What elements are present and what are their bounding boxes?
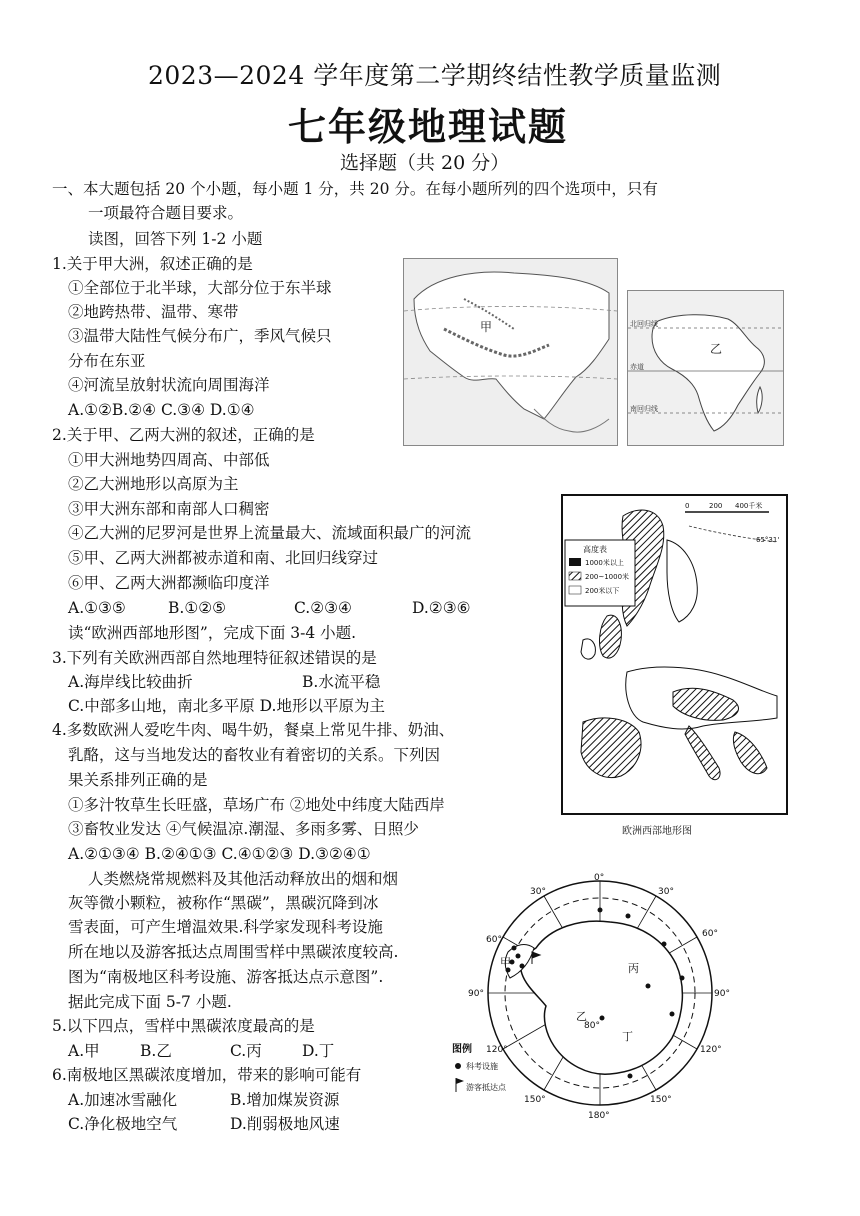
q1-statement-3: ③温带大陆性气候分布广，季风气候只	[68, 327, 332, 345]
italian-peninsula	[685, 726, 720, 780]
ireland-outline	[581, 639, 595, 659]
point-yi: 乙	[576, 1010, 587, 1023]
q4-options: A.②①③④ B.②④①③ C.④①②③ D.③②④①	[68, 845, 371, 863]
lon-150-left: 150°	[524, 1095, 546, 1105]
q6-option-c: C.净化极地空气	[68, 1115, 178, 1133]
q2-statement-3: ③甲大洲东部和南部人口稠密	[68, 500, 270, 518]
q5-stem: 5.以下四点，雪样中黑碳浓度最高的是	[52, 1017, 315, 1035]
q4-statements-1: ①多汁牧草生长旺盛，草场广布 ②地处中纬度大陆西岸	[68, 796, 445, 814]
q1-statement-4: ④河流呈放射状流向周围海洋	[68, 376, 270, 394]
africa-equator-label: 赤道	[630, 363, 644, 371]
antarctic-map	[450, 868, 750, 1123]
legend-swatch-high	[569, 558, 581, 566]
legend-station-label: 科考设施	[466, 1062, 498, 1071]
europe-legend	[565, 540, 635, 606]
finland-lowland	[667, 540, 697, 622]
legend-swatch-mid	[569, 572, 581, 580]
lat-80: 80°	[584, 1021, 600, 1031]
lon-60-left: 60°	[486, 935, 502, 945]
q2-statement-6: ⑥甲、乙两大洲都濒临印度洋	[68, 574, 270, 592]
q2-statement-4: ④乙大洲的尼罗河是世界上流量最大、流域面积最广的河流	[68, 524, 472, 542]
africa-tropic-south-label: 南回归线	[630, 405, 658, 413]
station-marker	[670, 1012, 675, 1017]
antarctic-intro-1: 人类燃烧常规燃料及其他活动释放出的烟和烟	[88, 870, 399, 888]
lon-90-right: 90°	[714, 989, 730, 999]
antarctica-outline	[521, 921, 682, 1074]
q5-option-b: B.乙	[140, 1042, 172, 1060]
lon-0: 0°	[594, 873, 605, 883]
q2-statement-2: ②乙大洲地形以高原为主	[68, 475, 239, 493]
antarctic-map-drawing	[450, 868, 750, 1123]
section-heading: 选择题（共 20 分）	[340, 152, 510, 174]
lon-60-right: 60°	[702, 929, 718, 939]
legend-title: 图例	[452, 1044, 472, 1055]
europe-terrain-map	[561, 494, 788, 815]
q1-statement-2: ②地跨热带、温带、寒带	[68, 303, 239, 321]
point-bing: 丙	[628, 962, 639, 975]
asia-map-drawing	[404, 259, 617, 445]
q2-option-c: C.②③④	[294, 599, 352, 617]
asia-map	[403, 258, 618, 446]
point-jia: 甲	[500, 956, 511, 969]
legend-tourist-flag	[456, 1078, 464, 1084]
q6-option-b: B.增加煤炭资源	[230, 1091, 340, 1109]
africa-map	[627, 290, 784, 446]
q2-option-a: A.①③⑤	[68, 599, 126, 617]
europe-map-caption: 欧洲西部地形图	[622, 826, 692, 837]
lon-30-right: 30°	[658, 887, 674, 897]
asia-label: 甲	[480, 320, 493, 334]
station-marker	[646, 984, 651, 989]
q3-option-a: A.海岸线比较曲折	[68, 673, 193, 691]
q6-option-a: A.加速冰雪融化	[68, 1091, 178, 1109]
legend-tourist-label: 游客抵达点	[466, 1083, 506, 1092]
q4-stem-3: 果关系排列正确的是	[68, 771, 208, 789]
lon-90-left: 90°	[468, 989, 484, 999]
station-marker	[516, 954, 521, 959]
legend-title: 高度表	[583, 545, 607, 554]
q5-option-d: D.丁	[302, 1042, 335, 1060]
station-marker	[600, 1016, 605, 1021]
station-marker	[662, 942, 667, 947]
q1-statement-3-cont: 分布在东亚	[68, 352, 146, 370]
q6-stem: 6.南极地区黑碳浓度增加，带来的影响可能有	[52, 1066, 362, 1084]
africa-label: 乙	[710, 342, 723, 356]
lon-30-left: 30°	[530, 887, 546, 897]
station-marker	[512, 946, 517, 951]
scale-400: 400千米	[735, 502, 763, 510]
antarctic-intro-3: 雪表面，可产生增温效果.科学家发现科考设施	[68, 918, 383, 936]
british-isles	[600, 615, 622, 658]
station-marker	[626, 914, 631, 919]
legend-mid-label: 200~1000米	[585, 573, 630, 581]
exam-header-line: 2023—2024 学年度第二学期终结性教学质量监测	[148, 61, 722, 90]
q1-options: A.①②B.②④ C.③④ D.①④	[68, 401, 255, 419]
q2-option-d: D.②③⑥	[412, 599, 471, 617]
q3-stem: 3.下列有关欧洲西部自然地理特征叙述错误的是	[52, 649, 377, 667]
q2-statement-5: ⑤甲、乙两大洲都被赤道和南、北回归线穿过	[68, 549, 379, 567]
iberian-peninsula	[581, 718, 641, 778]
antarctic-intro-5: 图为“南极地区科考设施、游客抵达点示意图”.	[68, 968, 384, 986]
instructions-line-3: 读图，回答下列 1-2 小题	[88, 230, 263, 248]
lon-180: 180°	[588, 1111, 610, 1121]
lon-120-left: 120°	[486, 1045, 508, 1055]
q2-option-b: B.①②⑤	[168, 599, 227, 617]
legend-station-icon	[455, 1063, 461, 1069]
lon-120-right: 120°	[700, 1045, 722, 1055]
q5-option-c: C.丙	[230, 1042, 262, 1060]
q1-stem: 1.关于甲大洲，叙述正确的是	[52, 255, 253, 273]
q4-stem-2: 乳酪，这与当地发达的畜牧业有着密切的关系。下列因	[68, 746, 441, 764]
europe-intro: 读“欧洲西部地形图”，完成下面 3-4 小题.	[68, 624, 357, 642]
station-marker	[520, 964, 525, 969]
station-marker	[628, 1074, 633, 1079]
legend-low-label: 200米以下	[585, 587, 620, 595]
africa-map-drawing	[628, 291, 783, 445]
q1-statement-1: ①全部位于北半球，大部分位于东半球	[68, 279, 332, 297]
scale-200: 200	[709, 502, 723, 510]
q4-stem-1: 4.多数欧洲人爱吃牛肉、喝牛奶，餐桌上常见牛排、奶油、	[52, 721, 455, 739]
lon-150-right: 150°	[650, 1095, 672, 1105]
antarctic-intro-6: 据此完成下面 5-7 小题.	[68, 993, 232, 1011]
exam-title: 七年级地理试题	[288, 104, 569, 149]
scale-0: 0	[685, 502, 690, 510]
balkan-peninsula	[733, 732, 767, 774]
point-ding: 丁	[622, 1030, 633, 1043]
europe-map-drawing	[563, 496, 786, 813]
q2-statement-1: ①甲大洲地势四周高、中部低	[68, 451, 270, 469]
instructions-line-2: 一项最符合题目要求。	[88, 204, 244, 222]
q2-stem: 2.关于甲、乙两大洲的叙述，正确的是	[52, 426, 315, 444]
q5-option-a: A.甲	[68, 1042, 100, 1060]
antarctic-intro-4: 所在地以及游客抵达点周围雪样中黑碳浓度较高.	[68, 943, 399, 961]
antarctic-intro-2: 灰等微小颗粒，被称作“黑碳”，黑碳沉降到冰	[68, 894, 379, 912]
station-marker	[680, 976, 685, 981]
q3-options-cd: C.中部多山地，南北多平原 D.地形以平原为主	[68, 697, 385, 715]
africa-tropic-north-label: 北回归线	[630, 320, 658, 328]
q6-option-d: D.削弱极地风速	[230, 1115, 340, 1133]
legend-swatch-low	[569, 586, 581, 594]
legend-high-label: 1000米以上	[585, 559, 624, 567]
station-marker	[598, 908, 603, 913]
q4-statements-2: ③畜牧业发达 ④气候温凉.潮湿、多雨多雾、日照少	[68, 820, 419, 838]
instructions-line-1: 一、本大题包括 20 个小题，每小题 1 分，共 20 分。在每小题所列的四个选项中，只有	[52, 180, 658, 198]
latitude-label: 65°31'	[756, 536, 780, 544]
q3-option-b: B.水流平稳	[302, 673, 381, 691]
